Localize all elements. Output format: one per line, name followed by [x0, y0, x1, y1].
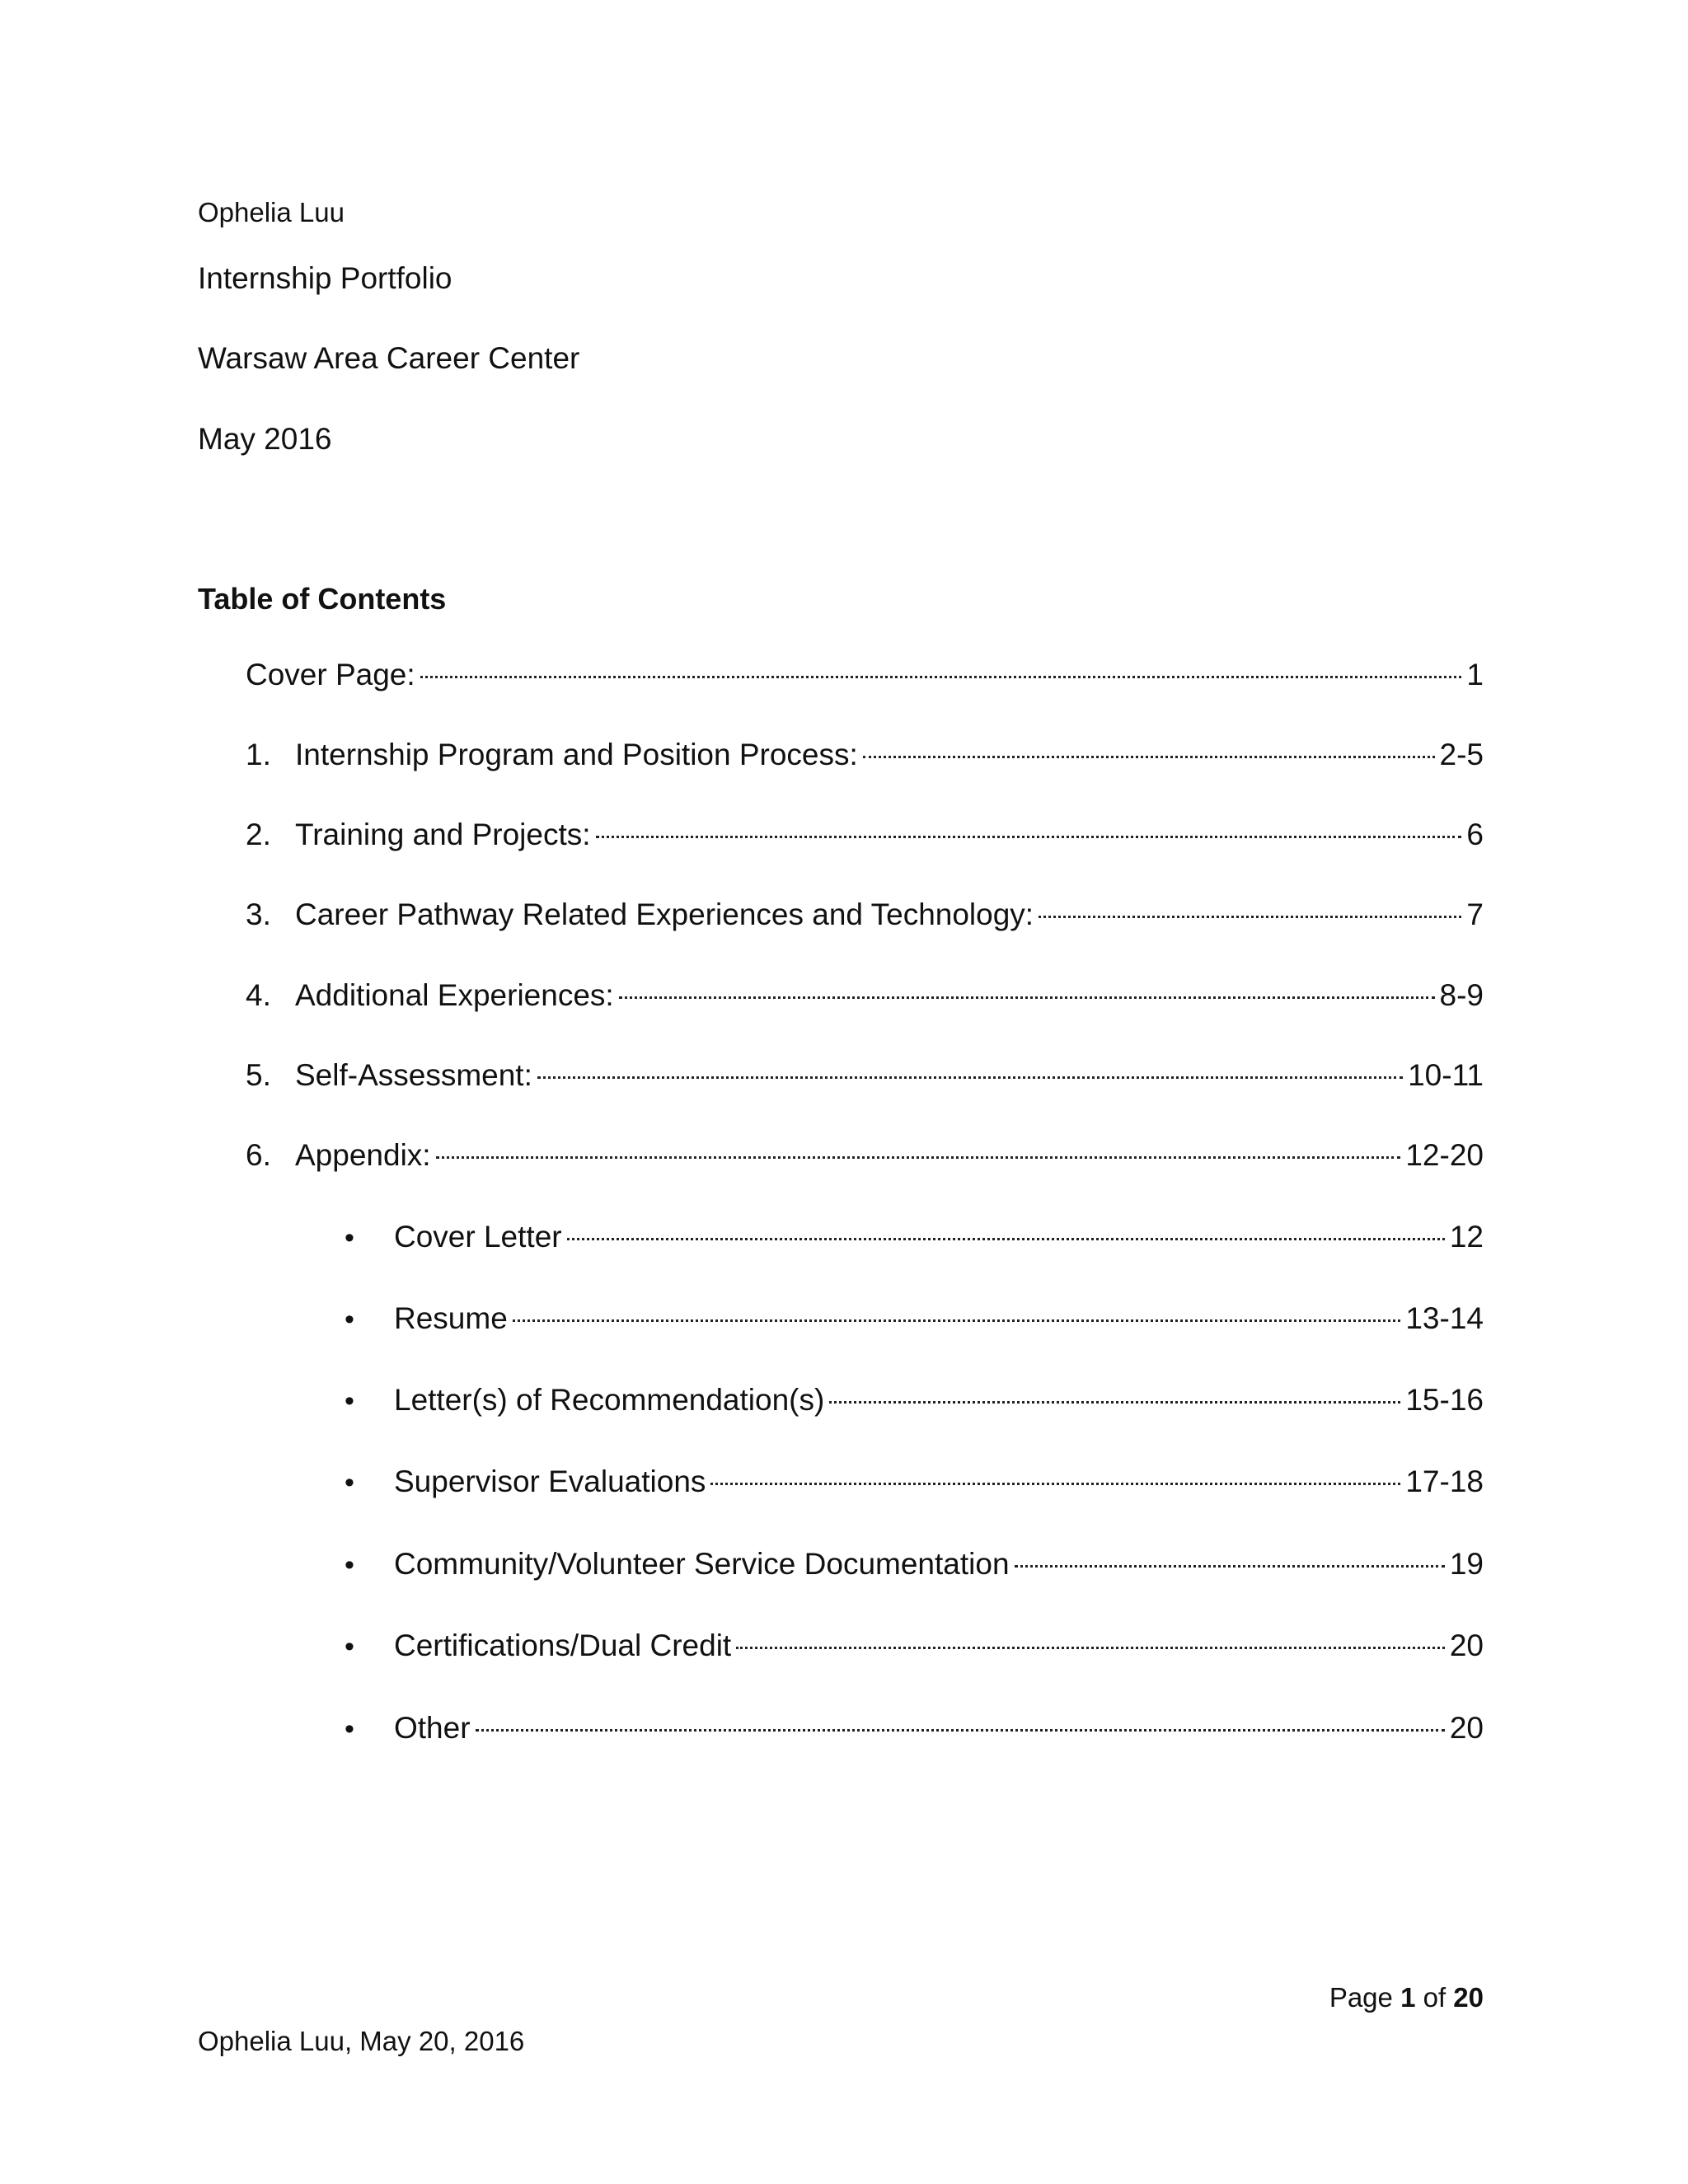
toc-entry-appendix[interactable] [246, 1137, 1484, 1174]
dot-leader [567, 1238, 1445, 1240]
toc-entry-internship-program[interactable] [246, 737, 1484, 773]
organization-name: Warsaw Area Career Center [198, 341, 580, 375]
toc-subentry-label: Certifications/Dual Credit [394, 1629, 732, 1662]
dot-leader [710, 1483, 1400, 1485]
toc-subentry-community-service[interactable] [345, 1546, 1484, 1582]
bullet-icon: • [345, 1385, 354, 1417]
toc-entry-pages: 2-5 [1439, 738, 1484, 771]
toc-entry-number: 5. [246, 1058, 271, 1092]
toc-entry-label: Cover Page: [246, 658, 415, 691]
toc-entry-pages: 6 [1466, 818, 1484, 851]
toc-subentry-pages: 17-18 [1405, 1465, 1484, 1498]
dot-leader [829, 1401, 1400, 1404]
toc-entry-self-assessment[interactable] [246, 1057, 1484, 1094]
toc-subentry-label: Resume [394, 1301, 508, 1335]
document-date: May 2016 [198, 422, 332, 456]
author-name: Ophelia Luu [198, 197, 345, 227]
bullet-icon: • [345, 1631, 354, 1662]
toc-subentry-other[interactable] [345, 1710, 1484, 1746]
toc-entry-cover-page[interactable] [246, 657, 1484, 693]
toc-subentry-label: Cover Letter [394, 1220, 562, 1254]
toc-subentry-label: Other [394, 1711, 471, 1745]
toc-subentry-supervisor-evaluations[interactable] [345, 1464, 1484, 1500]
toc-subentry-pages: 19 [1449, 1547, 1484, 1581]
dot-leader [863, 756, 1435, 758]
toc-entry-pages: 12-20 [1405, 1138, 1484, 1172]
toc-entry-pages: 7 [1466, 898, 1484, 931]
bullet-icon: • [345, 1222, 354, 1254]
dot-leader [537, 1076, 1403, 1079]
document-title: Internship Portfolio [198, 261, 452, 295]
toc-entry-label: Training and Projects: [295, 818, 591, 851]
page-footer: Ophelia Luu, May 20, 2016 [198, 2026, 525, 2056]
toc-subentry-resume[interactable] [345, 1301, 1484, 1337]
dot-leader [436, 1156, 1401, 1159]
page-of: of [1415, 1982, 1454, 2013]
toc-entry-label: Internship Program and Position Process: [295, 738, 858, 771]
dot-leader [513, 1319, 1401, 1322]
toc-entry-label: Appendix: [295, 1138, 431, 1172]
dot-leader [420, 676, 1462, 678]
toc-entry-pages: 8-9 [1439, 978, 1484, 1012]
toc-entry-additional-experiences[interactable] [246, 977, 1484, 1014]
toc-entry-pages: 1 [1466, 658, 1484, 691]
bullet-icon: • [345, 1304, 354, 1335]
dot-leader [476, 1729, 1445, 1732]
toc-entry-number: 4. [246, 978, 271, 1012]
dot-leader [736, 1647, 1445, 1649]
toc-subentry-pages: 13-14 [1405, 1301, 1484, 1335]
toc-subentry-cover-letter[interactable] [345, 1219, 1484, 1255]
page-number [1329, 1981, 1484, 2014]
current-page-number: 1 [1400, 1982, 1416, 2013]
toc-subentry-pages: 20 [1449, 1629, 1484, 1662]
toc-subentry-pages: 20 [1449, 1711, 1484, 1745]
page-prefix: Page [1329, 1982, 1401, 2013]
toc-entry-pages: 10-11 [1408, 1058, 1484, 1092]
dot-leader [596, 836, 1462, 838]
toc-entry-career-pathway[interactable] [246, 897, 1484, 933]
toc-entry-label: Additional Experiences: [295, 978, 614, 1012]
bullet-icon: • [345, 1467, 354, 1498]
toc-subentry-recommendations[interactable] [345, 1382, 1484, 1418]
dot-leader [1015, 1565, 1445, 1568]
total-pages-number: 20 [1453, 1982, 1484, 2013]
toc-subentry-label: Letter(s) of Recommendation(s) [394, 1383, 825, 1417]
toc-heading: Table of Contents [198, 582, 447, 616]
toc-entry-number: 1. [246, 738, 271, 771]
toc-entry-label: Self-Assessment: [295, 1058, 532, 1092]
toc-entry-training-projects[interactable] [246, 817, 1484, 853]
bullet-icon: • [345, 1549, 354, 1581]
toc-subentry-label: Supervisor Evaluations [394, 1465, 706, 1498]
toc-subentry-pages: 12 [1449, 1220, 1484, 1254]
toc-subentry-certifications[interactable] [345, 1628, 1484, 1664]
bullet-icon: • [345, 1713, 354, 1745]
dot-leader [619, 996, 1435, 999]
toc-entry-number: 6. [246, 1138, 271, 1172]
toc-entry-label: Career Pathway Related Experiences and Technology: [295, 898, 1034, 931]
toc-subentry-pages: 15-16 [1405, 1383, 1484, 1417]
toc-entry-number: 2. [246, 818, 271, 851]
toc-entry-number: 3. [246, 898, 271, 931]
toc-subentry-label: Community/Volunteer Service Documentation [394, 1547, 1010, 1581]
dot-leader [1039, 916, 1461, 918]
